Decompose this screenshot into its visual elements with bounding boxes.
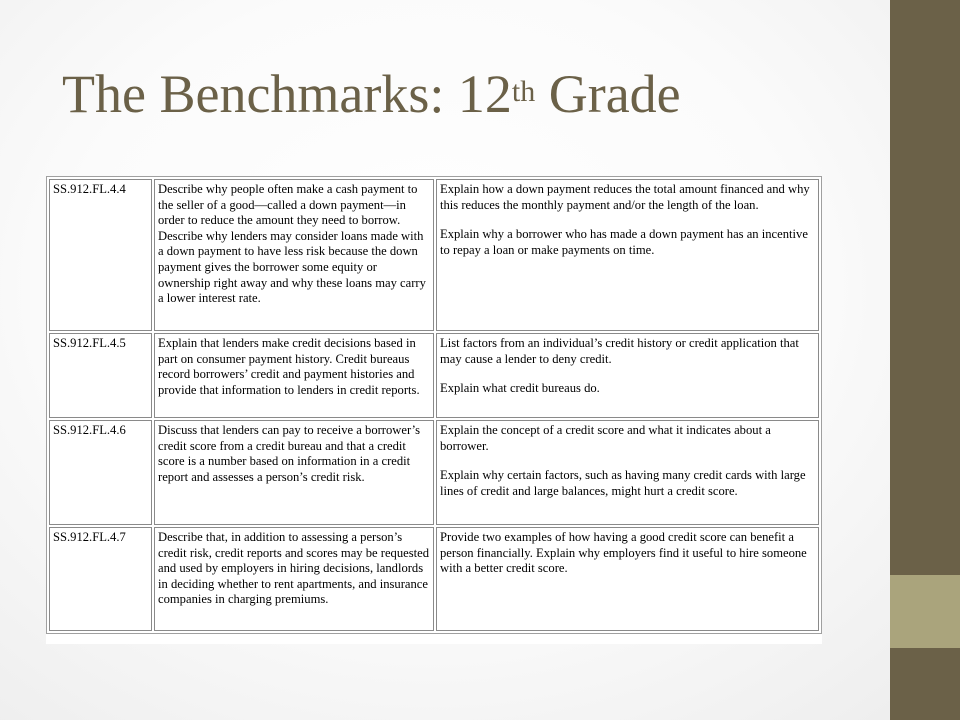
benchmark-table-container	[46, 176, 822, 644]
activity-text: List factors from an individual’s credit history or credit application that may cause a lender to deny credit.	[440, 336, 799, 366]
benchmark-description: Discuss that lenders can pay to receive a borrower’s credit score from a credit bureau and that a credit score is a number based on information in a credit report and assesses a person’s credit risk.	[154, 420, 434, 525]
benchmark-activities	[436, 420, 819, 525]
benchmark-description: Describe that, in addition to assessing a person’s credit risk, credit reports and scores may be requested and used by employers in hiring decisions, landlords in deciding whether to rent apartments, and insurance companies in charging premiums.	[154, 527, 434, 631]
benchmark-code: SS.912.FL.4.5	[49, 333, 152, 418]
activity-text: Explain why certain factors, such as having many credit cards with large lines of credit and large balances, might hurt a credit score.	[440, 468, 806, 498]
benchmark-activities	[436, 179, 819, 331]
title-tail: Grade	[535, 64, 681, 124]
benchmark-description: Explain that lenders make credit decisions based in part on consumer payment history. Credit bureaus record borrowers’ credit and payment histories and provide that information to lenders in credit reports.	[154, 333, 434, 418]
table-row	[49, 420, 819, 525]
title-main: The Benchmarks: 12	[62, 64, 512, 124]
table-row	[49, 527, 819, 631]
benchmark-table	[46, 176, 822, 634]
slide-side-accent	[890, 575, 960, 648]
benchmark-activities	[436, 527, 819, 631]
title-superscript: th	[511, 75, 536, 108]
activity-text: Provide two examples of how having a good credit score can benefit a person financially. Explain why employers find it useful to hire someone with a better credit score.	[440, 530, 807, 576]
benchmark-code: SS.912.FL.4.6	[49, 420, 152, 525]
activity-text: Explain why a borrower who has made a down payment has an incentive to repay a loan or make payments on time.	[440, 227, 808, 257]
activity-text: Explain how a down payment reduces the total amount financed and why this reduces the monthly payment and/or the length of the loan.	[440, 182, 810, 212]
activity-text: Explain what credit bureaus do.	[440, 381, 600, 396]
benchmark-code: SS.912.FL.4.4	[49, 179, 152, 331]
slide-title	[62, 58, 681, 130]
benchmark-activities	[436, 333, 819, 418]
table-row	[49, 333, 819, 418]
benchmark-description: Describe why people often make a cash payment to the seller of a good—called a down payment—in order to reduce the amount they need to borrow. Describe why lenders may consider loans made with a down payment to have less risk because the down payment gives the borrower some equity or ownership right away and why these loans may carry a lower interest rate.	[154, 179, 434, 331]
table-row	[49, 179, 819, 331]
benchmark-code: SS.912.FL.4.7	[49, 527, 152, 631]
activity-text: Explain the concept of a credit score and what it indicates about a borrower.	[440, 423, 771, 453]
